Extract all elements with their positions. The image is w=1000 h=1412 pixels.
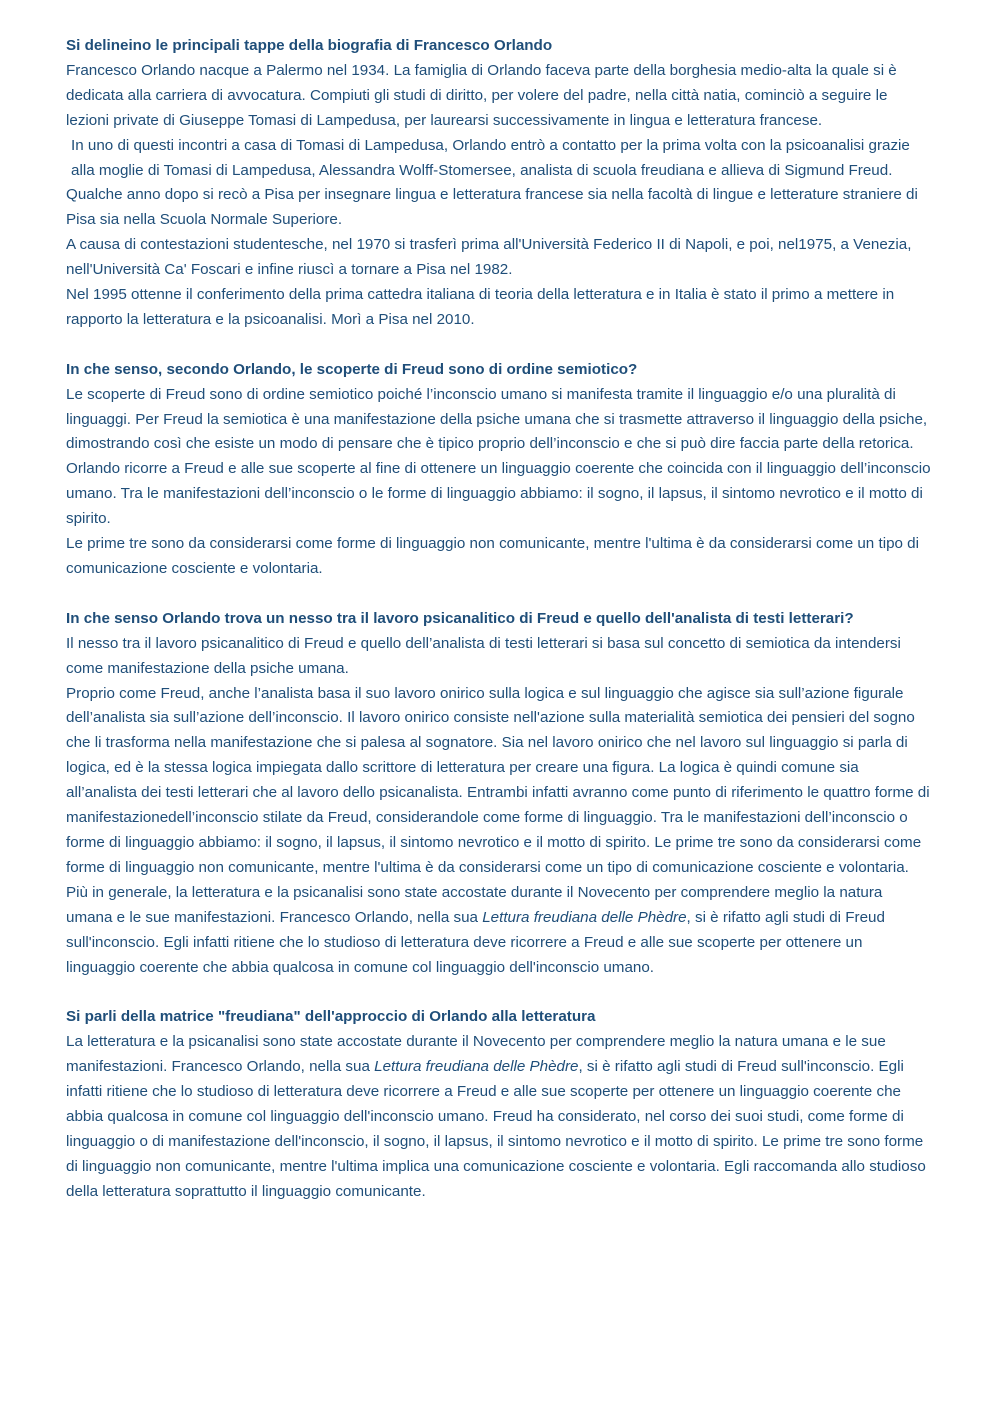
- paragraph: Le prime tre sono da considerarsi come forme di linguaggio non comunicante, mentre l'ultima è da considerarsi come un tipo di comunicazione cosciente e volontaria.: [66, 535, 919, 578]
- section-heading: Si delineino le principali tappe della biografia di Francesco Orlando: [66, 37, 553, 54]
- section-semiotic-order: [66, 358, 932, 582]
- section-biography: [66, 34, 932, 333]
- paragraph: A causa di contestazioni studentesche, nel 1970 si trasferì prima all'Università Federico II di Napoli, e poi, nel1975, a Venezia, nell'Università Ca' Foscari e infine riuscì a tornare a Pisa nel 1982.: [66, 236, 912, 279]
- section-heading: In che senso, secondo Orlando, le scoperte di Freud sono di ordine semiotico?: [66, 360, 638, 378]
- paragraph: Il nesso tra il lavoro psicanalitico di Freud e quello dell’analista di testi letterari si basa sul concetto di semiotica da intendersi come manifestazione della psiche umana.: [66, 634, 901, 677]
- paragraph: Le scoperte di Freud sono di ordine semiotico poiché l’inconscio umano si manifesta tramite il linguaggio e/o una pluralità di linguaggi. Per Freud la semiotica è una manifestazione della psiche umana che si trasmette attraverso il linguaggio della psiche, dimostrando così che esiste un modo di pensare che è tipico proprio dell’inconscio e che si può dire faccia parte della retorica. Orlando ricorre a Freud e alle sue scoperte al fine di ottenere un linguaggio coerente che coincida con il linguaggio dell’inconscio umano. Tra le manifestazioni dell’inconscio o le forme di linguaggio abbiamo: il sogno, il lapsus, il sintomo nevrotico e il motto di spirito.: [66, 385, 931, 528]
- section-psychoanalysis-literary-link: [66, 607, 932, 981]
- paragraph: Più in generale, la letteratura e la psicanalisi sono state accostate durante il Novecento per comprendere meglio la natura umana e le sue manifestazioni. Francesco Orlando, nella sua Lettura freudiana delle Phèdre, si è rifatto agli studi di Freud sull'inconscio. Egli infatti ritiene che lo studioso di letteratura deve ricorrere a Freud e alle sue scoperte per ottenere un linguaggio coerente che abbia qualcosa in comune col linguaggio dell'inconscio umano.: [66, 883, 885, 976]
- section-heading: In che senso Orlando trova un nesso tra il lavoro psicanalitico di Freud e quello dell'analista di testi letterari?: [66, 609, 854, 627]
- page-header-mark: [492, 0, 508, 3]
- section-heading: Si parli della matrice "freudiana" dell'approccio di Orlando alla letteratura: [66, 1008, 596, 1026]
- book-title: Lettura freudiana delle Phèdre: [374, 1058, 579, 1076]
- paragraph: In uno di questi incontri a casa di Tomasi di Lampedusa, Orlando entrò a contatto per la prima volta con la psicoanalisi grazie alla moglie di Tomasi di Lampedusa, Alessandra Wolff-Stomersee, analista di scuola freudiana e allieva di Sigmund Freud.: [71, 136, 910, 179]
- document-body: [66, 34, 932, 1229]
- paragraph: Francesco Orlando nacque a Palermo nel 1934. La famiglia di Orlando faceva parte della borghesia medio-alta la quale si è dedicata alla carriera di avvocatura. Compiuti gli studi di diritto, per volere del padre, nella città natia, cominciò a seguire le lezioni private di Giuseppe Tomasi di Lampedusa, per laurearsi successivamente in lingua e letteratura francese.: [66, 61, 897, 129]
- paragraph: Nel 1995 ottenne il conferimento della prima cattedra italiana di teoria della letteratura e in Italia è stato il primo a mettere in rapporto la letteratura e la psicoanalisi. Morì a Pisa nel 2010.: [66, 286, 895, 328]
- section-freudian-matrix: [66, 1005, 932, 1204]
- paragraph: Qualche anno dopo si recò a Pisa per insegnare lingua e letteratura francese sia nella facoltà di lingue e letterature straniere di Pisa sia nella Scuola Normale Superiore.: [66, 186, 918, 229]
- paragraph: Proprio come Freud, anche l’analista basa il suo lavoro onirico sulla logica e sul linguaggio che agisce sia sull’azione figurale dell’analista sia sull’azione dell’inconscio. Il lavoro onirico consiste nell'azione sulla materialità semiotica dei pensieri del sogno che li trasforma nella manifestazione che si palesa al sognatore. Sia nel lavoro onirico che nel lavoro sul linguaggio si parla di logica, ed è la stessa logica impiegata dallo scrittore di letteratura per creare una figura. La logica è quindi comune sia all’analista dei testi letterari che al lavoro dello psicanalista. Entrambi infatti avranno come punto di riferimento le quattro forme di manifestazionedell’inconscio stilate da Freud, considerandole come forme di linguaggio. Tra le manifestazioni dell’inconscio o forme di linguaggio abbiamo: il sogno, il lapsus, il sintomo nevrotico e il motto di spirito. Le prime tre sono da considerarsi come forme di linguaggio non comunicante, mentre l'ultima è da considerarsi come un tipo di comunicazione cosciente e volontaria.: [66, 684, 930, 876]
- paragraph: La letteratura e la psicanalisi sono state accostate durante il Novecento per comprendere meglio la natura umana e le sue manifestazioni. Francesco Orlando, nella sua Lettura freudiana delle Phèdre, si è rifatto agli studi di Freud sull'inconscio. Egli infatti ritiene che lo studioso di letteratura deve ricorrere a Freud e alle sue scoperte per ottenere un linguaggio coerente che abbia qualcosa in comune col linguaggio dell'inconscio umano. Freud ha considerato, nel corso dei suoi studi, come forme di linguaggio o di manifestazione dell'inconscio, il sogno, il lapsus, il sintomo nevrotico e il motto di spirito. Le prime tre sono forme di linguaggio non comunicante, mentre l'ultima implica una comunicazione cosciente e volontaria. Egli raccomanda allo studioso della letteratura soprattutto il linguaggio comunicante.: [66, 1033, 926, 1200]
- book-title: Lettura freudiana delle Phèdre: [482, 908, 687, 926]
